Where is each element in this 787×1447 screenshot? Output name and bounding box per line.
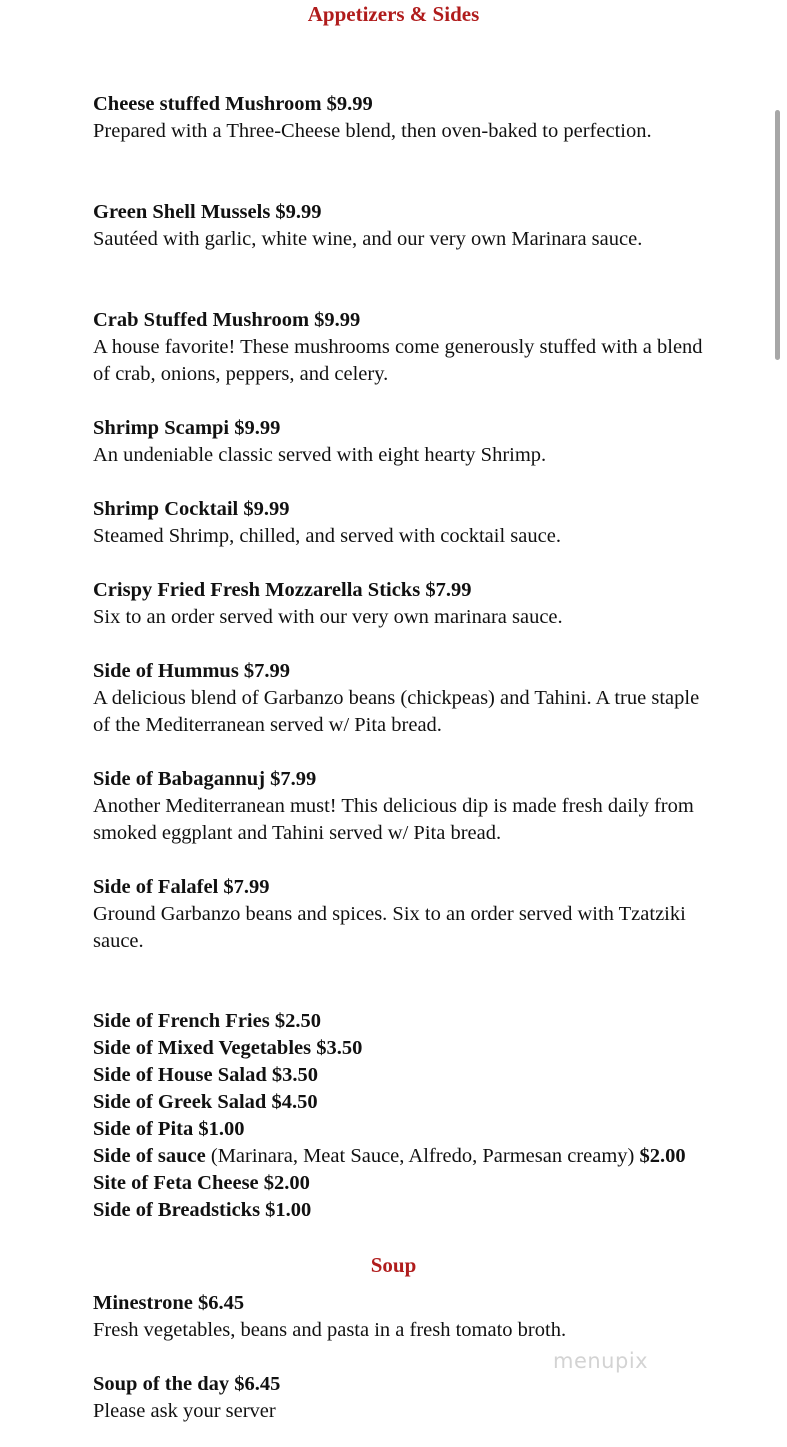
menu-item-description: Fresh vegetables, beans and pasta in a fresh tomato broth.	[93, 1319, 567, 1341]
side-item	[93, 1089, 713, 1116]
side-item-name: Side of French Fries $2.50	[93, 1010, 321, 1032]
side-item	[93, 1062, 713, 1089]
menu-item	[93, 658, 713, 739]
side-item	[93, 1170, 713, 1197]
menu-item-name: Minestrone $6.45	[93, 1292, 245, 1314]
side-item-name: Side of Pita $1.00	[93, 1118, 245, 1140]
menu-item-description: Another Mediterranean must! This delicious dip is made fresh daily from smoked eggplant and Tahini served w/ Pita bread.	[93, 795, 694, 844]
menu-item	[93, 307, 713, 388]
menu-item	[93, 199, 713, 253]
side-item	[93, 1035, 713, 1062]
soup-heading: Soup	[370, 1253, 417, 1277]
menu-item	[93, 874, 713, 955]
menu-item-name: Crispy Fried Fresh Mozzarella Sticks $7.99	[93, 579, 472, 601]
menu-item	[93, 577, 713, 631]
side-item	[93, 1143, 713, 1170]
menu-item-name: Cheese stuffed Mushroom $9.99	[93, 93, 373, 115]
menu-item	[93, 91, 713, 145]
menu-item-name: Side of Babagannuj $7.99	[93, 768, 317, 790]
menu-item	[93, 1371, 713, 1425]
menu-item-description: An undeniable classic served with eight hearty Shrimp.	[93, 444, 547, 466]
menu-item-name: Crab Stuffed Mushroom $9.99	[93, 309, 361, 331]
side-item-name: Side of Breadsticks $1.00	[93, 1199, 312, 1221]
menu-item-description: Steamed Shrimp, chilled, and served with cocktail sauce.	[93, 525, 561, 547]
side-item-name: Side of sauce	[93, 1145, 206, 1167]
side-item-name: Side of House Salad $3.50	[93, 1064, 318, 1086]
menu-item-description: A delicious blend of Garbanzo beans (chickpeas) and Tahini. A true staple of the Mediterranean served w/ Pita bread.	[93, 687, 700, 736]
side-item-options: (Marinara, Meat Sauce, Alfredo, Parmesan creamy)	[205, 1145, 640, 1167]
sides-list	[93, 1008, 713, 1224]
side-item-name: Side of Mixed Vegetables $3.50	[93, 1037, 363, 1059]
menupix-watermark: menupix	[553, 1349, 649, 1373]
side-item-price: $2.00	[639, 1145, 686, 1167]
side-item	[93, 1008, 713, 1035]
menu-item-description: Sautéed with garlic, white wine, and our very own Marinara sauce.	[93, 228, 643, 250]
menu-item-name: Green Shell Mussels $9.99	[93, 201, 322, 223]
menu-item-description: Please ask your server	[93, 1400, 276, 1422]
side-item-name: Side of Greek Salad $4.50	[93, 1091, 318, 1113]
menu-item	[93, 496, 713, 550]
appetizers-heading: Appetizers & Sides	[307, 2, 480, 26]
menu-item	[93, 766, 713, 847]
side-item	[93, 1197, 713, 1224]
menu-item-description: Prepared with a Three-Cheese blend, then oven-baked to perfection.	[93, 120, 652, 142]
scrollbar[interactable]	[775, 110, 780, 360]
menu-item-name: Soup of the day $6.45	[93, 1373, 281, 1395]
menu-item-name: Shrimp Scampi $9.99	[93, 417, 281, 439]
side-item	[93, 1116, 713, 1143]
menu-item-description: Six to an order served with our very own marinara sauce.	[93, 606, 563, 628]
menu-item-name: Side of Falafel $7.99	[93, 876, 270, 898]
menu-item-description: A house favorite! These mushrooms come generously stuffed with a blend of crab, onions, peppers, and celery.	[93, 336, 703, 385]
side-item-name: Site of Feta Cheese $2.00	[93, 1172, 310, 1194]
menu-item-name: Shrimp Cocktail $9.99	[93, 498, 290, 520]
menu-item-name: Side of Hummus $7.99	[93, 660, 291, 682]
menu-item	[93, 1290, 713, 1344]
menu-item-description: Ground Garbanzo beans and spices. Six to an order served with Tzatziki sauce.	[93, 903, 686, 952]
menu-item	[93, 415, 713, 469]
